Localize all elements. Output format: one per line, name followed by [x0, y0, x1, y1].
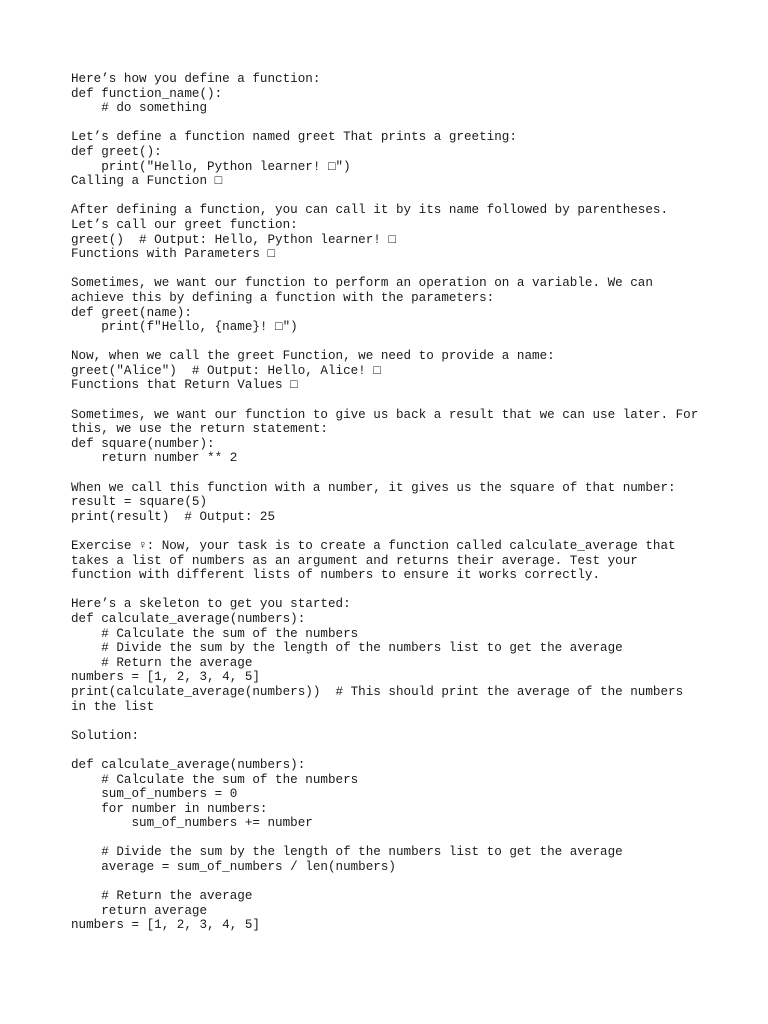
text-line: def calculate_average(numbers): [71, 757, 306, 772]
blank-line [71, 466, 731, 481]
text-line: return number ** 2 [71, 451, 238, 466]
blank-line [71, 583, 731, 598]
text-line: # Divide the sum by the length of the numbers list to get the average [71, 641, 623, 656]
text-line: sum_of_numbers += number [71, 816, 313, 831]
text-line: # Divide the sum by the length of the numbers list to get the average [71, 845, 623, 860]
text-line: Here’s a skeleton to get you started: [71, 597, 351, 612]
blank-line [71, 393, 731, 408]
text-line: function with different lists of numbers to ensure it works correctly. [71, 568, 601, 583]
text-line: Now, when we call the greet Function, we need to provide a name: [71, 349, 555, 364]
text-line: def greet(): [71, 144, 162, 159]
text-line: Let’s define a function named greet That prints a greeting: [71, 130, 517, 145]
text-line: Here’s how you define a function: [71, 72, 321, 86]
text-line: # do something [71, 101, 208, 116]
text-line: print(result) # Output: 25 [71, 509, 276, 524]
text-line: result = square(5) [71, 495, 208, 510]
text-line: When we call this function with a number, it gives us the square of that number: [71, 480, 676, 495]
text-line: def function_name(): [71, 86, 223, 101]
text-line: # Calculate the sum of the numbers [71, 626, 359, 641]
text-line: After defining a function, you can call it by its name followed by parentheses. [71, 203, 669, 218]
text-line: sum_of_numbers = 0 [71, 787, 238, 802]
text-line: print("Hello, Python learner! □") [71, 159, 351, 174]
text-line: this, we use the return statement: [71, 422, 328, 437]
blank-line [71, 335, 731, 350]
blank-line [71, 714, 731, 729]
blank-line [71, 116, 731, 131]
blank-line [71, 743, 731, 758]
text-line: Calling a Function □ [71, 174, 223, 189]
text-line: # Return the average [71, 655, 253, 670]
text-line: average = sum_of_numbers / len(numbers) [71, 860, 396, 875]
blank-line [71, 524, 731, 539]
text-line: # Return the average [71, 889, 253, 904]
text-line: for number in numbers: [71, 801, 268, 816]
text-line: Solution: [71, 728, 140, 743]
text-line: Functions with Parameters □ [71, 247, 276, 262]
text-line: Sometimes, we want our function to give us back a result that we can use later. For [71, 407, 699, 422]
blank-line [71, 831, 731, 846]
text-line: takes a list of numbers as an argument and returns their average. Test your [71, 553, 638, 568]
text-line: Sometimes, we want our function to perform an operation on a variable. We can [71, 276, 653, 291]
text-line: def calculate_average(numbers): [71, 611, 306, 626]
text-line: achieve this by defining a function with the parameters: [71, 290, 495, 305]
text-line: def greet(name): [71, 305, 192, 320]
text-line: def square(number): [71, 436, 215, 451]
blank-line [71, 875, 731, 890]
text-line: Let’s call our greet function: [71, 217, 298, 232]
text-line: print(f"Hello, {name}! □") [71, 320, 298, 335]
text-line: Exercise ♀: Now, your task is to create a function called calculate_average that [71, 539, 676, 553]
text-line: numbers = [1, 2, 3, 4, 5] [71, 918, 260, 933]
blank-line [71, 189, 731, 204]
text-line: Functions that Return Values □ [71, 378, 298, 393]
text-line: greet("Alice") # Output: Hello, Alice! □ [71, 363, 381, 378]
text-line: in the list [71, 699, 155, 714]
document-page [71, 72, 731, 933]
text-line: return average [71, 903, 208, 918]
text-line: numbers = [1, 2, 3, 4, 5] [71, 670, 260, 685]
blank-line [71, 262, 731, 277]
text-line: print(calculate_average(numbers)) # This should print the average of the numbers [71, 684, 684, 699]
text-line: greet() # Output: Hello, Python learner! □ [71, 232, 396, 247]
text-line: # Calculate the sum of the numbers [71, 772, 359, 787]
